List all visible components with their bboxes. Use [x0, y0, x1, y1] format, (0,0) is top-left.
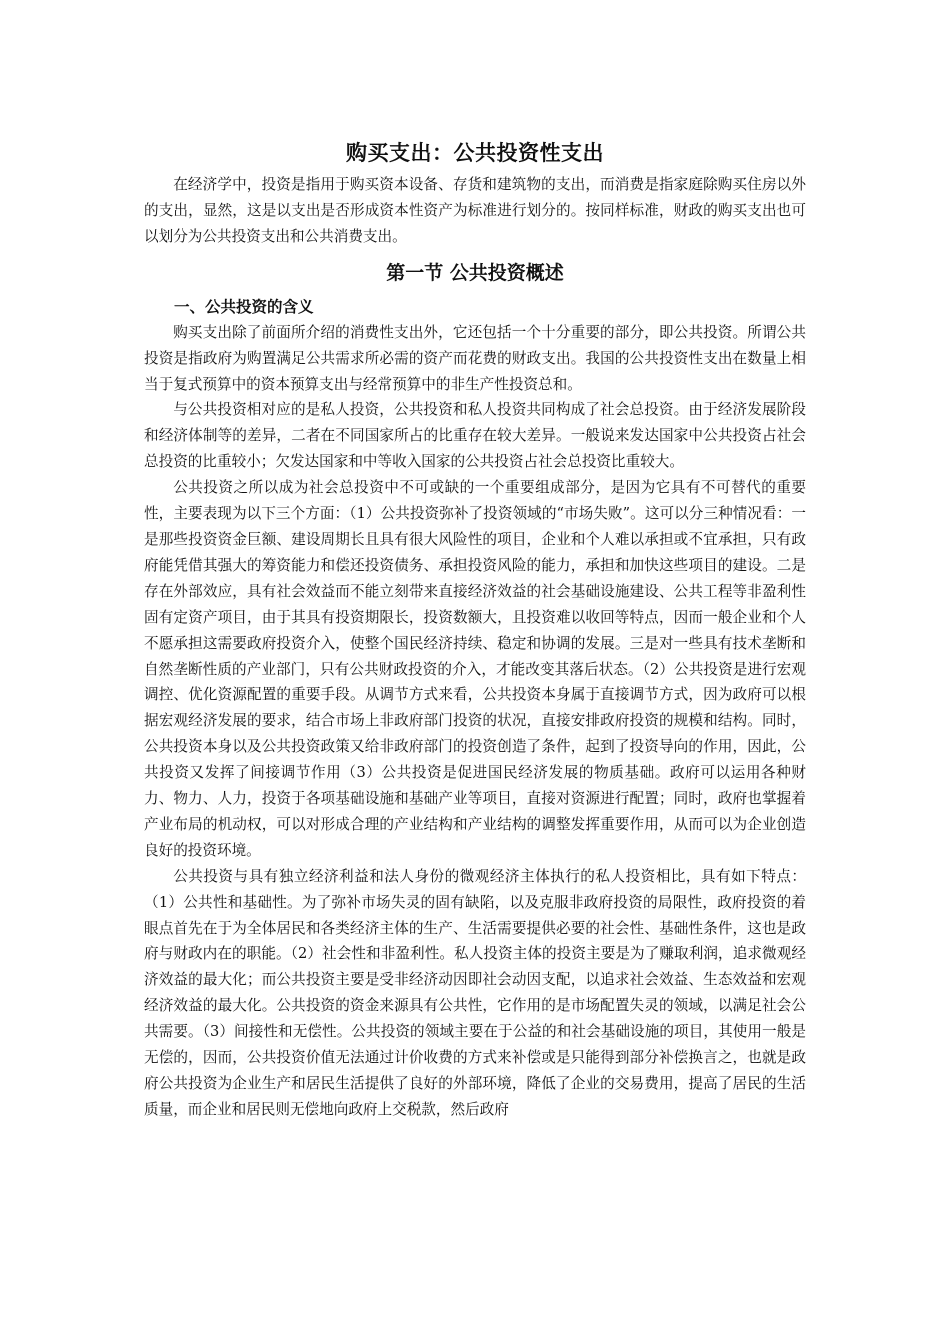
- subsection-title: 一、公共投资的含义: [174, 296, 314, 316]
- body-paragraph-2: 与公共投资相对应的是私人投资，公共投资和私人投资共同构成了社会总投资。由于经济发展阶段和经济体制等的差异，二者在不同国家所占的比重存在较大差异。一般说来发达国家中公共投资占社会总投资的比重较小；欠发达国家和中等收入国家的公共投资占社会总投资比重较大。: [144, 401, 806, 471]
- body-paragraph-3: 公共投资之所以成为社会总投资中不可或缺的一个重要组成部分，是因为它具有不可替代的重要性，主要表现为以下三个方面：（1）公共投资弥补了投资领域的“市场失败”。这可以分三种情况看：一是那些投资资金巨额、建设周期长且具有很大风险性的项目，企业和个人难以承担或不宜承担，只有政府能凭借其强大的筹资能力和偿还投资债务、承担投资风险的能力，承担和加快这些项目的建设。二是存在外部效应，具有社会效益而不能立刻带来直接经济效益的社会基础设施建设、公共工程等非盈利性固有定资产项目，由于其具有投资期限长，投资数额大，且投资难以收回等特点，因而一般企业和个人不愿承担这需要政府投资介入，使整个国民经济持续、稳定和协调的发展。三是对一些具有技术垄断和自然垄断性质的产业部门，只有公共财政投资的介入，才能改变其落后状态。（2）公共投资是进行宏观调控、优化资源配置的重要手段。从调节方式来看，公共投资本身属于直接调节方式，因为政府可以根据宏观经济发展的要求，结合市场上非政府部门投资的状况，直接安排政府投资的规模和结构。同时，公共投资本身以及公共投资政策又给非政府部门的投资创造了条件，起到了投资导向的作用，因此，公共投资又发挥了间接调节作用（3）公共投资是促进国民经济发展的物质基础。政府可以运用各种财力、物力、人力，投资于各项基础设施和基础产业等项目，直接对资源进行配置；同时，政府也掌握着产业布局的机动权，可以对形成合理的产业结构和产业结构的调整发挥重要作用，从而可以为企业创造良好的投资环境。: [144, 479, 806, 859]
- body-paragraph-4: 公共投资与具有独立经济利益和法人身份的微观经济主体执行的私人投资相比，具有如下特点：（1）公共性和基础性。为了弥补市场失灵的固有缺陷，以及克服非政府投资的局限性，政府投资的着眼点首先在于为全体居民和各类经济主体的生产、生活需要提供必要的社会性、基础性条件，这也是政府与财政内在的职能。（2）社会性和非盈利性。私人投资主体的投资主要是为了赚取利润，追求微观经济效益的最大化；而公共投资主要是受非经济动因即社会动因支配，以追求社会效益、生态效益和宏观经济效益的最大化。公共投资的资金来源具有公共性，它作用的是市场配置失灵的领域，以满足社会公共需要。（3）间接性和无偿性。公共投资的领域主要在于公益的和社会基础设施的项目，其使用一般是无偿的，因而，公共投资价值无法通过计价收费的方式来补偿或是只能得到部分补偿换言之，也就是政府公共投资为企业生产和居民生活提供了良好的外部环境，降低了企业的交易费用，提高了居民的生活质量，而企业和居民则无偿地向政府上交税款，然后政府: [144, 867, 806, 1118]
- document-title: 购买支出：公共投资性支出: [346, 140, 604, 165]
- intro-paragraph: 在经济学中，投资是指用于购买资本设备、存货和建筑物的支出，而消费是指家庭除购买住房以外的支出，显然，这是以支出是否形成资本性资产为标准进行划分的。按同样标准，财政的购买支出也可以划分为公共投资支出和公共消费支出。: [144, 176, 806, 245]
- document-page: [144, 128, 806, 1123]
- body-paragraph-1: 购买支出除了前面所介绍的消费性支出外，它还包括一个十分重要的部分，即公共投资。所谓公共投资是指政府为购置满足公共需求所必需的资产而花费的财政支出。我国的公共投资性支出在数量上相当于复式预算中的资本预算支出与经常预算中的非生产性投资总和。: [144, 323, 806, 393]
- section-title: 第一节 公共投资概述: [386, 261, 564, 284]
